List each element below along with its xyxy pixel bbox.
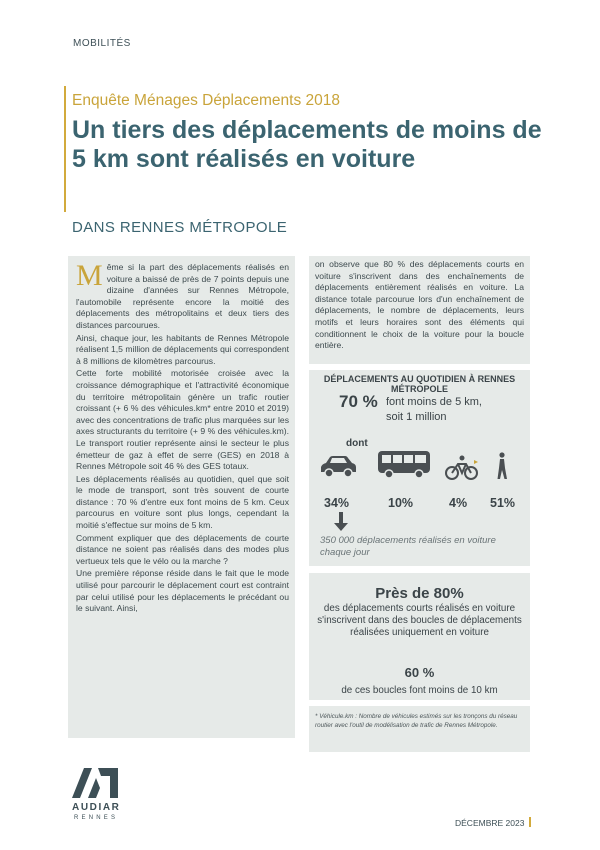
- page-title: Un tiers des déplacements de moins de 5 km sont réalisés en voiture: [72, 116, 542, 173]
- subtitle: DANS RENNES MÉTROPOLE: [72, 219, 288, 236]
- stat-60-percent: 60 %: [404, 665, 435, 680]
- paragraph: Cette forte mobilité motorisée croisée avec la croissance démographique et l'attractivité économique du territoire métropolitain génère un trafic routier croissant (+ 6 % des véhicules.km* entre 2010 et 2019) avec des concentrations de trafic plus marquées sur les axes structurants du territoire (+ 9 % des véhicules.km). Le transport routier représente ainsi le secteur le plus émetteur de gaz à effet de serre (GES) en 2018 à Rennes Métropole soit 46 % des GES totaux.: [76, 368, 289, 472]
- stat-80-percent: Près de 80%: [375, 585, 464, 602]
- mode-percent-car: 34%: [324, 496, 350, 510]
- paragraph: Une première réponse réside dans le fait que le mode utilisé pour parcourir le déplacement court est contraint par celui utilisé pour les déplacements le précédant ou le suivant. Ainsi,: [76, 568, 289, 614]
- stat-70-text: font moins de 5 km,: [386, 396, 482, 408]
- supertitle: Enquête Ménages Déplacements 2018: [72, 92, 340, 109]
- footnote: * Véhicule.km : Nombre de véhicules estimés sur les tronçons du réseau routier avec l'outil de modélisation de trafic de Rennes Métropole.: [315, 713, 518, 729]
- bicycle-icon: [444, 454, 480, 482]
- paragraph: Comment expliquer que des déplacements de courte distance ne soient pas réalisés dans des modes plus vertueux tels que le vélo ou la marche ?: [76, 532, 289, 566]
- logo-city: RENNES: [74, 815, 119, 821]
- title-accent-bar: [64, 86, 66, 212]
- dont-label: dont: [346, 438, 368, 449]
- mode-percent-bus: 10%: [388, 496, 414, 510]
- dropcap: M: [76, 259, 103, 292]
- stat-60-text: de ces boucles font moins de 10 km: [341, 685, 498, 696]
- car-trips-note: 350 000 déplacements réalisés en voiture chaque jour: [320, 535, 496, 558]
- pedestrian-icon: [494, 452, 510, 482]
- mode-percent-bicycle: 4%: [449, 496, 468, 510]
- audiar-logo-icon: [70, 766, 122, 800]
- date-accent-bar: [529, 817, 531, 827]
- bus-icon: [376, 448, 432, 482]
- right-column-text: on observe que 80 % des déplacements courts en voiture s'inscrivent dans des enchaînements de déplacements entièrement réalisés en voiture. La distance totale parcourue lors d'un enchaînement de déplacements, le nombre de déplacements, leurs motifs et leurs horaires sont des éléments qui conditionnent le choix de la voiture pour la boucle entière.: [315, 259, 524, 351]
- paragraph: Les déplacements réalisés au quotidien, quel que soit le mode de transport, sont très souvent de courte distance : 70 % d'entre eux font moins de 5 km. Ceux parcourus en voiture sont plus longs, cependant la moitié s'effectue sur moins de 5 km.: [76, 473, 289, 531]
- mode-percent-walk: 51%: [490, 496, 516, 510]
- stat-70-percent: 70 %: [339, 392, 378, 411]
- car-icon: [318, 452, 358, 482]
- paragraph: ême si la part des déplacements réalisés en voiture a baissé de près de 7 points depuis une dizaine d'années sur Rennes Métropole, l'automobile représente encore la moitié des déplacements des métropolitains et deux tiers des distances parcourues.: [76, 262, 289, 330]
- left-column-text: [76, 259, 289, 616]
- publication-date: DÉCEMBRE 2023: [455, 818, 525, 828]
- stat-70-text-2: soit 1 million: [386, 411, 447, 423]
- paragraph: Ainsi, chaque jour, les habitants de Rennes Métropole réalisent 1,5 million de déplacements qui correspondent à 8 millions de kilomètres parcourus.: [76, 332, 289, 366]
- logo-brand: AUDIAR: [72, 802, 121, 813]
- section-label: MOBILITÉS: [73, 38, 131, 49]
- infographic-heading: DÉPLACEMENTS AU QUOTIDIEN À RENNES MÉTROPOLE: [323, 374, 516, 394]
- arrow-down-icon: [333, 512, 349, 532]
- stat-80-text: des déplacements courts réalisés en voiture s'inscrivent dans des boucles de déplacements réalisées uniquement en voiture: [317, 603, 522, 638]
